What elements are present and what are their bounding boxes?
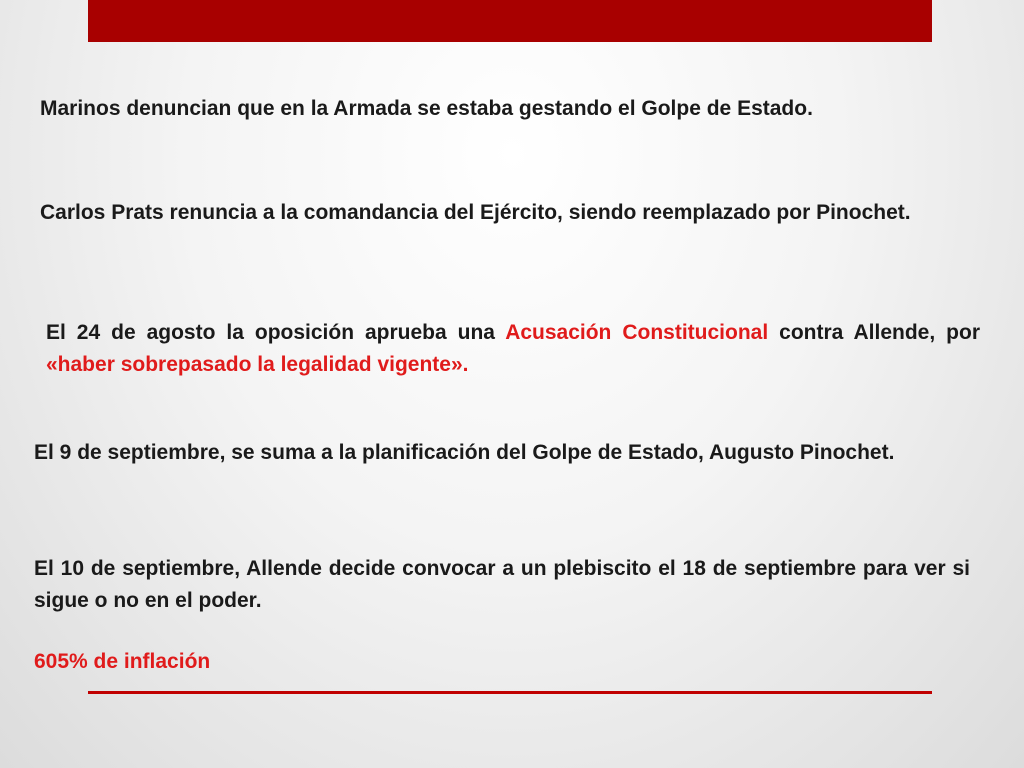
paragraph-pinochet-joins: El 9 de septiembre, se suma a la planificación del Golpe de Estado, Augusto Pinochet. [34, 441, 895, 464]
paragraph-prats-resignation: Carlos Prats renuncia a la comandancia del Ejército, siendo reemplazado por Pinochet. [40, 201, 911, 224]
paragraph-navy-coup: Marinos denuncian que en la Armada se estaba gestando el Golpe de Estado. [40, 97, 813, 120]
p3-text-1: El 24 de agosto la oposición aprueba una [46, 321, 506, 344]
p3-highlight-accusation: Acusación Constitucional [505, 321, 769, 344]
p3-highlight-quote: «haber sobrepasado la legalidad vigente». [46, 353, 469, 376]
paragraph-plebiscite: El 10 de septiembre, Allende decide convocar a un plebiscito el 18 de septiembre para ver si sigue o no en el poder. [34, 557, 970, 612]
bottom-divider-line [88, 691, 932, 694]
p3-text-2: contra Allende, por [768, 321, 980, 344]
paragraph-inflation: 605% de inflación [34, 650, 211, 673]
paragraph-constitutional-accusation [46, 317, 980, 381]
top-accent-bar [88, 0, 932, 42]
